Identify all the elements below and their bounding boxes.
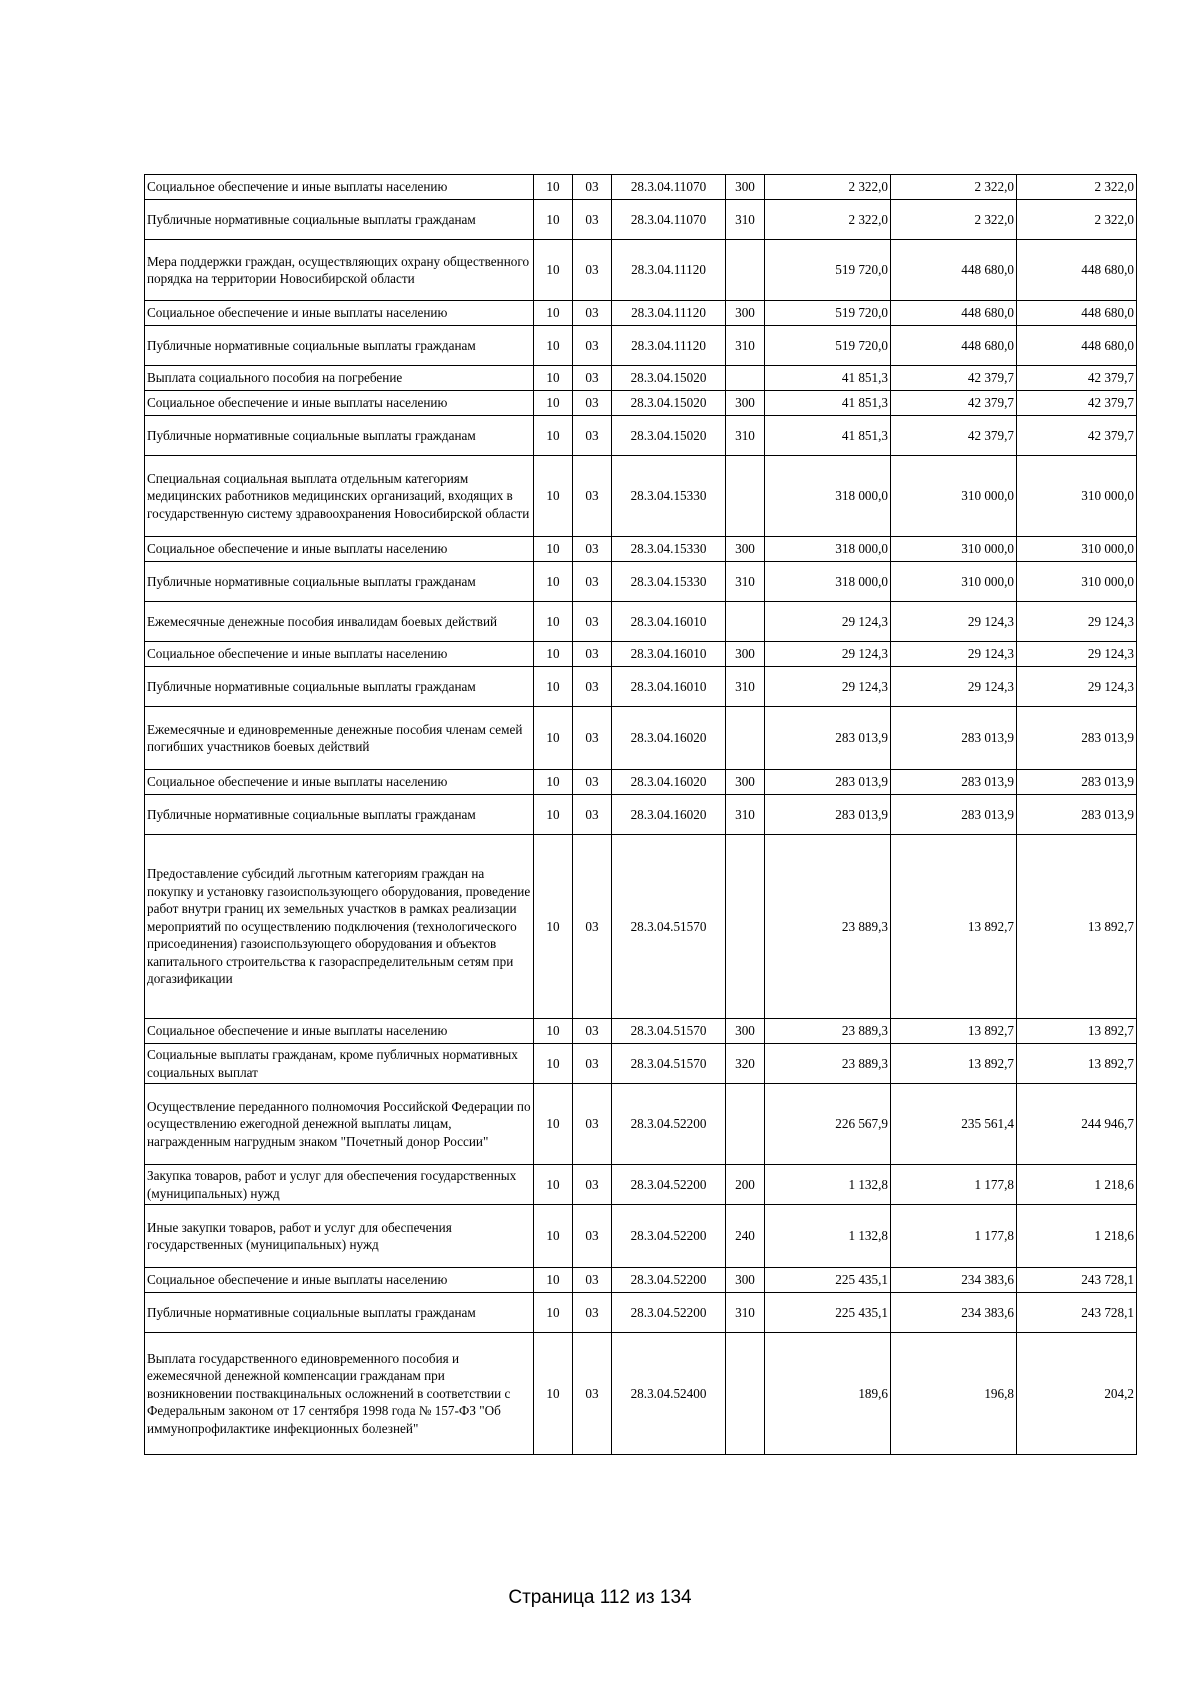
row-target-code-cell: 28.3.04.52400 bbox=[612, 1333, 726, 1455]
row-amount-1-cell: 2 322,0 bbox=[765, 175, 891, 200]
row-section-cell: 10 bbox=[534, 667, 573, 707]
row-subsection-cell: 03 bbox=[573, 707, 612, 770]
row-expense-type-cell: 300 bbox=[726, 770, 765, 795]
row-subsection-cell: 03 bbox=[573, 1084, 612, 1165]
row-amount-3-cell: 448 680,0 bbox=[1017, 326, 1137, 366]
row-amount-2-cell: 29 124,3 bbox=[891, 642, 1017, 667]
row-expense-type-cell: 300 bbox=[726, 1019, 765, 1044]
row-amount-3-cell: 1 218,6 bbox=[1017, 1165, 1137, 1205]
row-subsection-cell: 03 bbox=[573, 1293, 612, 1333]
row-amount-1-cell: 41 851,3 bbox=[765, 416, 891, 456]
row-name-cell: Публичные нормативные социальные выплаты гражданам bbox=[145, 200, 534, 240]
row-subsection-cell: 03 bbox=[573, 416, 612, 456]
row-amount-2-cell: 196,8 bbox=[891, 1333, 1017, 1455]
row-amount-3-cell: 448 680,0 bbox=[1017, 240, 1137, 301]
row-amount-2-cell: 2 322,0 bbox=[891, 175, 1017, 200]
row-expense-type-cell: 320 bbox=[726, 1044, 765, 1084]
row-expense-type-cell: 310 bbox=[726, 795, 765, 835]
row-amount-2-cell: 29 124,3 bbox=[891, 667, 1017, 707]
row-subsection-cell: 03 bbox=[573, 1044, 612, 1084]
row-amount-1-cell: 283 013,9 bbox=[765, 770, 891, 795]
row-amount-1-cell: 2 322,0 bbox=[765, 200, 891, 240]
row-amount-3-cell: 204,2 bbox=[1017, 1333, 1137, 1455]
row-amount-1-cell: 318 000,0 bbox=[765, 456, 891, 537]
table-row bbox=[145, 1044, 1137, 1084]
row-target-code-cell: 28.3.04.15330 bbox=[612, 562, 726, 602]
row-subsection-cell: 03 bbox=[573, 456, 612, 537]
row-amount-3-cell: 310 000,0 bbox=[1017, 456, 1137, 537]
row-expense-type-cell bbox=[726, 707, 765, 770]
row-amount-1-cell: 23 889,3 bbox=[765, 835, 891, 1019]
row-expense-type-cell bbox=[726, 366, 765, 391]
row-amount-2-cell: 283 013,9 bbox=[891, 770, 1017, 795]
row-name-cell: Предоставление субсидий льготным категориям граждан на покупку и установку газоиспользующего оборудования, проведение работ внутри границ их земельных участков в рамках реализации мероприятий по осуществлению подключения (технологического присоединения) газоиспользующего оборудования и объектов капитального строительства к газораспределительным сетям при догазификации bbox=[145, 835, 534, 1019]
row-amount-1-cell: 283 013,9 bbox=[765, 795, 891, 835]
row-amount-3-cell: 243 728,1 bbox=[1017, 1268, 1137, 1293]
table-row bbox=[145, 1019, 1137, 1044]
row-expense-type-cell: 300 bbox=[726, 1268, 765, 1293]
row-section-cell: 10 bbox=[534, 835, 573, 1019]
row-amount-1-cell: 189,6 bbox=[765, 1333, 891, 1455]
row-target-code-cell: 28.3.04.52200 bbox=[612, 1205, 726, 1268]
row-target-code-cell: 28.3.04.52200 bbox=[612, 1268, 726, 1293]
row-expense-type-cell: 300 bbox=[726, 537, 765, 562]
row-subsection-cell: 03 bbox=[573, 200, 612, 240]
row-section-cell: 10 bbox=[534, 795, 573, 835]
row-expense-type-cell bbox=[726, 1084, 765, 1165]
row-expense-type-cell: 310 bbox=[726, 667, 765, 707]
row-name-cell: Публичные нормативные социальные выплаты гражданам bbox=[145, 562, 534, 602]
row-name-cell: Ежемесячные денежные пособия инвалидам боевых действий bbox=[145, 602, 534, 642]
row-amount-3-cell: 13 892,7 bbox=[1017, 1044, 1137, 1084]
row-amount-2-cell: 42 379,7 bbox=[891, 366, 1017, 391]
row-expense-type-cell bbox=[726, 240, 765, 301]
row-target-code-cell: 28.3.04.11120 bbox=[612, 301, 726, 326]
row-subsection-cell: 03 bbox=[573, 667, 612, 707]
row-amount-2-cell: 448 680,0 bbox=[891, 326, 1017, 366]
row-name-cell: Мера поддержки граждан, осуществляющих охрану общественного порядка на территории Новосибирской области bbox=[145, 240, 534, 301]
row-name-cell: Социальное обеспечение и иные выплаты населению bbox=[145, 770, 534, 795]
row-section-cell: 10 bbox=[534, 1044, 573, 1084]
row-subsection-cell: 03 bbox=[573, 642, 612, 667]
budget-table bbox=[144, 174, 1137, 1455]
table-row bbox=[145, 366, 1137, 391]
row-amount-1-cell: 29 124,3 bbox=[765, 642, 891, 667]
row-subsection-cell: 03 bbox=[573, 1333, 612, 1455]
row-amount-1-cell: 226 567,9 bbox=[765, 1084, 891, 1165]
row-amount-2-cell: 13 892,7 bbox=[891, 1044, 1017, 1084]
row-subsection-cell: 03 bbox=[573, 301, 612, 326]
row-target-code-cell: 28.3.04.16020 bbox=[612, 795, 726, 835]
row-expense-type-cell bbox=[726, 835, 765, 1019]
row-target-code-cell: 28.3.04.52200 bbox=[612, 1084, 726, 1165]
row-section-cell: 10 bbox=[534, 456, 573, 537]
row-amount-2-cell: 1 177,8 bbox=[891, 1205, 1017, 1268]
row-amount-2-cell: 310 000,0 bbox=[891, 562, 1017, 602]
row-expense-type-cell: 300 bbox=[726, 301, 765, 326]
row-subsection-cell: 03 bbox=[573, 1019, 612, 1044]
row-amount-1-cell: 23 889,3 bbox=[765, 1019, 891, 1044]
row-amount-1-cell: 283 013,9 bbox=[765, 707, 891, 770]
row-name-cell: Выплата государственного единовременного пособия и ежемесячной денежной компенсации гражданам при возникновении поствакцинальных осложнений в соответствии с Федеральным законом от 17 сентября 1998 года № 157-ФЗ "Об иммунопрофилактике инфекционных болезней" bbox=[145, 1333, 534, 1455]
row-amount-2-cell: 234 383,6 bbox=[891, 1293, 1017, 1333]
row-subsection-cell: 03 bbox=[573, 835, 612, 1019]
row-amount-1-cell: 318 000,0 bbox=[765, 562, 891, 602]
row-subsection-cell: 03 bbox=[573, 1205, 612, 1268]
row-section-cell: 10 bbox=[534, 1268, 573, 1293]
row-amount-2-cell: 29 124,3 bbox=[891, 602, 1017, 642]
row-name-cell: Ежемесячные и единовременные денежные пособия членам семей погибших участников боевых действий bbox=[145, 707, 534, 770]
row-amount-3-cell: 283 013,9 bbox=[1017, 707, 1137, 770]
row-name-cell: Публичные нормативные социальные выплаты гражданам bbox=[145, 667, 534, 707]
row-target-code-cell: 28.3.04.15330 bbox=[612, 456, 726, 537]
row-amount-2-cell: 1 177,8 bbox=[891, 1165, 1017, 1205]
row-amount-2-cell: 13 892,7 bbox=[891, 1019, 1017, 1044]
row-amount-2-cell: 235 561,4 bbox=[891, 1084, 1017, 1165]
row-subsection-cell: 03 bbox=[573, 326, 612, 366]
row-target-code-cell: 28.3.04.16020 bbox=[612, 707, 726, 770]
row-subsection-cell: 03 bbox=[573, 1268, 612, 1293]
row-section-cell: 10 bbox=[534, 770, 573, 795]
table-row bbox=[145, 795, 1137, 835]
row-expense-type-cell: 310 bbox=[726, 416, 765, 456]
row-amount-3-cell: 2 322,0 bbox=[1017, 175, 1137, 200]
row-subsection-cell: 03 bbox=[573, 770, 612, 795]
row-subsection-cell: 03 bbox=[573, 1165, 612, 1205]
row-amount-3-cell: 42 379,7 bbox=[1017, 416, 1137, 456]
row-amount-1-cell: 318 000,0 bbox=[765, 537, 891, 562]
row-section-cell: 10 bbox=[534, 366, 573, 391]
page-number: Страница 112 из 134 bbox=[508, 1587, 692, 1608]
row-name-cell: Социальное обеспечение и иные выплаты населению bbox=[145, 391, 534, 416]
table-row bbox=[145, 416, 1137, 456]
row-section-cell: 10 bbox=[534, 240, 573, 301]
row-expense-type-cell: 310 bbox=[726, 1293, 765, 1333]
row-target-code-cell: 28.3.04.11120 bbox=[612, 326, 726, 366]
row-section-cell: 10 bbox=[534, 602, 573, 642]
row-section-cell: 10 bbox=[534, 391, 573, 416]
row-amount-3-cell: 13 892,7 bbox=[1017, 1019, 1137, 1044]
row-amount-1-cell: 29 124,3 bbox=[765, 667, 891, 707]
row-section-cell: 10 bbox=[534, 562, 573, 602]
table-row bbox=[145, 175, 1137, 200]
row-target-code-cell: 28.3.04.51570 bbox=[612, 835, 726, 1019]
row-amount-2-cell: 310 000,0 bbox=[891, 537, 1017, 562]
row-expense-type-cell: 310 bbox=[726, 200, 765, 240]
table-row bbox=[145, 391, 1137, 416]
row-name-cell: Публичные нормативные социальные выплаты гражданам bbox=[145, 1293, 534, 1333]
row-name-cell: Социальное обеспечение и иные выплаты населению bbox=[145, 175, 534, 200]
row-subsection-cell: 03 bbox=[573, 391, 612, 416]
row-target-code-cell: 28.3.04.15020 bbox=[612, 416, 726, 456]
table-row bbox=[145, 200, 1137, 240]
row-expense-type-cell bbox=[726, 456, 765, 537]
row-target-code-cell: 28.3.04.15330 bbox=[612, 537, 726, 562]
row-section-cell: 10 bbox=[534, 642, 573, 667]
row-expense-type-cell: 240 bbox=[726, 1205, 765, 1268]
row-amount-1-cell: 29 124,3 bbox=[765, 602, 891, 642]
row-subsection-cell: 03 bbox=[573, 175, 612, 200]
row-amount-3-cell: 42 379,7 bbox=[1017, 391, 1137, 416]
row-section-cell: 10 bbox=[534, 1084, 573, 1165]
table-row bbox=[145, 537, 1137, 562]
row-name-cell: Социальное обеспечение и иные выплаты населению bbox=[145, 1268, 534, 1293]
table-row bbox=[145, 835, 1137, 1019]
row-target-code-cell: 28.3.04.15020 bbox=[612, 366, 726, 391]
row-amount-2-cell: 283 013,9 bbox=[891, 795, 1017, 835]
row-expense-type-cell: 310 bbox=[726, 326, 765, 366]
row-target-code-cell: 28.3.04.11120 bbox=[612, 240, 726, 301]
table-row bbox=[145, 456, 1137, 537]
table-row bbox=[145, 301, 1137, 326]
row-amount-2-cell: 42 379,7 bbox=[891, 416, 1017, 456]
table-row bbox=[145, 240, 1137, 301]
row-amount-1-cell: 41 851,3 bbox=[765, 366, 891, 391]
row-name-cell: Социальное обеспечение и иные выплаты населению bbox=[145, 1019, 534, 1044]
row-target-code-cell: 28.3.04.51570 bbox=[612, 1044, 726, 1084]
table-row bbox=[145, 1205, 1137, 1268]
row-target-code-cell: 28.3.04.16020 bbox=[612, 770, 726, 795]
row-expense-type-cell bbox=[726, 1333, 765, 1455]
row-amount-1-cell: 225 435,1 bbox=[765, 1268, 891, 1293]
row-amount-1-cell: 1 132,8 bbox=[765, 1205, 891, 1268]
row-amount-1-cell: 225 435,1 bbox=[765, 1293, 891, 1333]
row-subsection-cell: 03 bbox=[573, 562, 612, 602]
row-amount-2-cell: 234 383,6 bbox=[891, 1268, 1017, 1293]
row-amount-1-cell: 519 720,0 bbox=[765, 301, 891, 326]
row-name-cell: Закупка товаров, работ и услуг для обеспечения государственных (муниципальных) нужд bbox=[145, 1165, 534, 1205]
row-amount-3-cell: 283 013,9 bbox=[1017, 795, 1137, 835]
row-target-code-cell: 28.3.04.52200 bbox=[612, 1165, 726, 1205]
row-subsection-cell: 03 bbox=[573, 795, 612, 835]
row-name-cell: Выплата социального пособия на погребение bbox=[145, 366, 534, 391]
row-section-cell: 10 bbox=[534, 1019, 573, 1044]
row-target-code-cell: 28.3.04.16010 bbox=[612, 667, 726, 707]
row-section-cell: 10 bbox=[534, 326, 573, 366]
row-amount-2-cell: 13 892,7 bbox=[891, 835, 1017, 1019]
row-subsection-cell: 03 bbox=[573, 602, 612, 642]
row-amount-3-cell: 310 000,0 bbox=[1017, 562, 1137, 602]
row-section-cell: 10 bbox=[534, 1165, 573, 1205]
row-target-code-cell: 28.3.04.52200 bbox=[612, 1293, 726, 1333]
row-name-cell: Публичные нормативные социальные выплаты гражданам bbox=[145, 416, 534, 456]
row-name-cell: Социальное обеспечение и иные выплаты населению bbox=[145, 537, 534, 562]
table-row bbox=[145, 562, 1137, 602]
row-amount-3-cell: 283 013,9 bbox=[1017, 770, 1137, 795]
row-amount-3-cell: 1 218,6 bbox=[1017, 1205, 1137, 1268]
table-row bbox=[145, 1084, 1137, 1165]
row-name-cell: Публичные нормативные социальные выплаты гражданам bbox=[145, 795, 534, 835]
table-row bbox=[145, 602, 1137, 642]
row-amount-1-cell: 23 889,3 bbox=[765, 1044, 891, 1084]
row-target-code-cell: 28.3.04.51570 bbox=[612, 1019, 726, 1044]
table-body bbox=[145, 175, 1137, 1455]
row-amount-3-cell: 29 124,3 bbox=[1017, 667, 1137, 707]
row-amount-1-cell: 519 720,0 bbox=[765, 240, 891, 301]
table-row bbox=[145, 667, 1137, 707]
row-section-cell: 10 bbox=[534, 1293, 573, 1333]
row-expense-type-cell: 300 bbox=[726, 642, 765, 667]
row-amount-2-cell: 2 322,0 bbox=[891, 200, 1017, 240]
table-row bbox=[145, 707, 1137, 770]
row-name-cell: Социальные выплаты гражданам, кроме публичных нормативных социальных выплат bbox=[145, 1044, 534, 1084]
row-expense-type-cell: 300 bbox=[726, 391, 765, 416]
row-section-cell: 10 bbox=[534, 416, 573, 456]
table-row bbox=[145, 1333, 1137, 1455]
row-subsection-cell: 03 bbox=[573, 537, 612, 562]
row-amount-3-cell: 29 124,3 bbox=[1017, 642, 1137, 667]
row-amount-2-cell: 42 379,7 bbox=[891, 391, 1017, 416]
table-row bbox=[145, 1268, 1137, 1293]
row-amount-2-cell: 283 013,9 bbox=[891, 707, 1017, 770]
row-amount-1-cell: 519 720,0 bbox=[765, 326, 891, 366]
row-subsection-cell: 03 bbox=[573, 240, 612, 301]
row-target-code-cell: 28.3.04.16010 bbox=[612, 602, 726, 642]
row-section-cell: 10 bbox=[534, 1205, 573, 1268]
table-row bbox=[145, 326, 1137, 366]
row-section-cell: 10 bbox=[534, 175, 573, 200]
row-target-code-cell: 28.3.04.11070 bbox=[612, 200, 726, 240]
row-amount-2-cell: 448 680,0 bbox=[891, 301, 1017, 326]
table-row bbox=[145, 1293, 1137, 1333]
row-section-cell: 10 bbox=[534, 707, 573, 770]
table-row bbox=[145, 1165, 1137, 1205]
row-name-cell: Иные закупки товаров, работ и услуг для обеспечения государственных (муниципальных) нужд bbox=[145, 1205, 534, 1268]
row-name-cell: Осуществление переданного полномочия Российской Федерации по осуществлению ежегодной денежной выплаты лицам, награжденным нагрудным знаком "Почетный донор России" bbox=[145, 1084, 534, 1165]
row-section-cell: 10 bbox=[534, 537, 573, 562]
row-amount-3-cell: 243 728,1 bbox=[1017, 1293, 1137, 1333]
row-name-cell: Специальная социальная выплата отдельным категориям медицинских работников медицинских организаций, входящих в государственную систему здравоохранения Новосибирской области bbox=[145, 456, 534, 537]
row-section-cell: 10 bbox=[534, 1333, 573, 1455]
row-target-code-cell: 28.3.04.15020 bbox=[612, 391, 726, 416]
row-expense-type-cell: 310 bbox=[726, 562, 765, 602]
row-amount-3-cell: 310 000,0 bbox=[1017, 537, 1137, 562]
row-section-cell: 10 bbox=[534, 200, 573, 240]
row-expense-type-cell bbox=[726, 602, 765, 642]
row-amount-2-cell: 310 000,0 bbox=[891, 456, 1017, 537]
row-expense-type-cell: 300 bbox=[726, 175, 765, 200]
row-target-code-cell: 28.3.04.11070 bbox=[612, 175, 726, 200]
row-name-cell: Социальное обеспечение и иные выплаты населению bbox=[145, 642, 534, 667]
row-amount-3-cell: 42 379,7 bbox=[1017, 366, 1137, 391]
table-row bbox=[145, 770, 1137, 795]
table-row bbox=[145, 642, 1137, 667]
row-subsection-cell: 03 bbox=[573, 366, 612, 391]
row-amount-3-cell: 2 322,0 bbox=[1017, 200, 1137, 240]
row-expense-type-cell: 200 bbox=[726, 1165, 765, 1205]
row-amount-2-cell: 448 680,0 bbox=[891, 240, 1017, 301]
row-amount-3-cell: 29 124,3 bbox=[1017, 602, 1137, 642]
row-amount-3-cell: 13 892,7 bbox=[1017, 835, 1137, 1019]
row-amount-1-cell: 41 851,3 bbox=[765, 391, 891, 416]
row-amount-1-cell: 1 132,8 bbox=[765, 1165, 891, 1205]
row-name-cell: Социальное обеспечение и иные выплаты населению bbox=[145, 301, 534, 326]
row-amount-3-cell: 244 946,7 bbox=[1017, 1084, 1137, 1165]
row-name-cell: Публичные нормативные социальные выплаты гражданам bbox=[145, 326, 534, 366]
row-section-cell: 10 bbox=[534, 301, 573, 326]
row-amount-3-cell: 448 680,0 bbox=[1017, 301, 1137, 326]
row-target-code-cell: 28.3.04.16010 bbox=[612, 642, 726, 667]
